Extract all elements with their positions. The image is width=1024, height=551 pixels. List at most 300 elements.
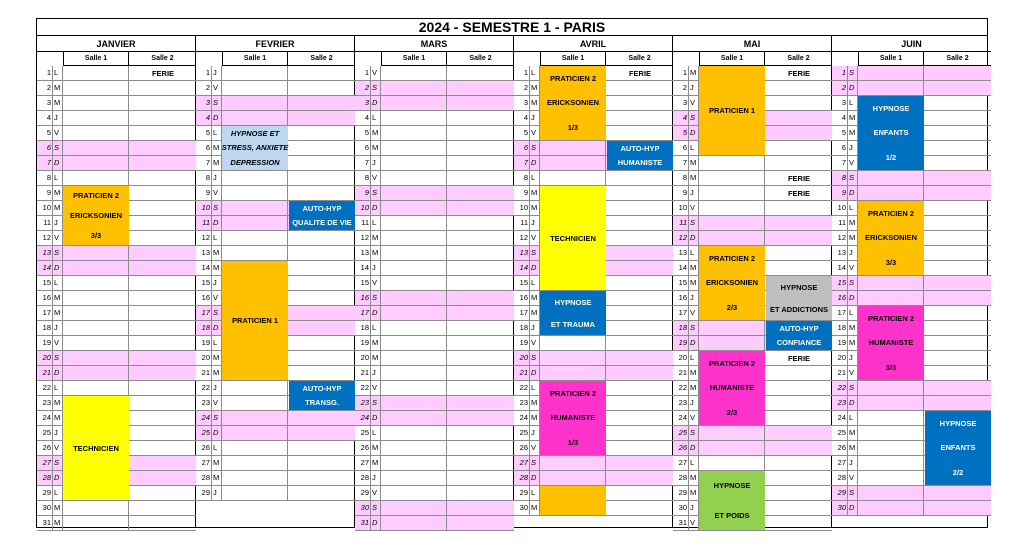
room2-cell bbox=[129, 486, 196, 501]
room2-cell bbox=[129, 381, 196, 396]
day-row bbox=[196, 441, 355, 456]
day-of-week: V bbox=[212, 186, 222, 201]
event-label: ERICKSONIEN bbox=[864, 233, 918, 243]
day-number: 18 bbox=[832, 321, 848, 336]
day-number: 28 bbox=[673, 471, 689, 486]
day-of-week: L bbox=[212, 231, 222, 246]
day-of-week: M bbox=[848, 441, 858, 456]
day-of-week: L bbox=[212, 336, 222, 351]
day-of-week: M bbox=[530, 501, 540, 516]
room1-cell bbox=[381, 411, 447, 426]
day-of-week: M bbox=[53, 516, 63, 531]
day-number: 28 bbox=[37, 471, 53, 486]
day-number: 10 bbox=[832, 201, 848, 216]
day-row bbox=[37, 291, 196, 306]
day-number: 3 bbox=[514, 96, 530, 111]
day-of-week: L bbox=[53, 486, 63, 501]
day-number: 19 bbox=[832, 336, 848, 351]
day-of-week: D bbox=[53, 261, 63, 276]
room2-cell bbox=[606, 486, 673, 501]
event-label: PRATICIEN 2 bbox=[549, 73, 597, 83]
day-number: 26 bbox=[37, 441, 53, 456]
room1-cell bbox=[381, 66, 447, 81]
event-label: HYPNOSE bbox=[939, 418, 977, 428]
month-name: JANVIER bbox=[37, 36, 195, 52]
day-number: 9 bbox=[196, 186, 212, 201]
day-of-week: D bbox=[530, 471, 540, 486]
event-label: PRATICIEN 2 bbox=[867, 313, 915, 323]
day-row bbox=[832, 381, 991, 396]
room1-cell bbox=[381, 381, 447, 396]
day-number: 11 bbox=[514, 216, 530, 231]
month-name: FEVRIER bbox=[196, 36, 354, 52]
day-number: 3 bbox=[673, 96, 689, 111]
day-of-week: M bbox=[530, 396, 540, 411]
room2-cell bbox=[288, 486, 355, 501]
room2-cell bbox=[924, 396, 991, 411]
day-of-week: D bbox=[848, 186, 858, 201]
day-of-week: V bbox=[530, 336, 540, 351]
room1-cell bbox=[699, 441, 765, 456]
day-number: 4 bbox=[673, 111, 689, 126]
room2-cell bbox=[606, 411, 673, 426]
day-of-week: L bbox=[848, 411, 858, 426]
room1-cell bbox=[699, 216, 765, 231]
room2-cell bbox=[924, 66, 991, 81]
room1-cell bbox=[222, 201, 288, 216]
day-row bbox=[355, 216, 514, 231]
room2-cell bbox=[606, 426, 673, 441]
day-of-week: D bbox=[212, 216, 222, 231]
day-of-week: D bbox=[53, 471, 63, 486]
room2-cell bbox=[447, 321, 514, 336]
room2-cell bbox=[288, 471, 355, 486]
day-number: 21 bbox=[355, 366, 371, 381]
event-label: HYPNOSE bbox=[554, 297, 592, 307]
room1-cell bbox=[540, 456, 606, 471]
day-of-week: S bbox=[530, 246, 540, 261]
room1-cell bbox=[381, 321, 447, 336]
room2-cell bbox=[288, 351, 355, 366]
room2-cell bbox=[924, 81, 991, 96]
room2-cell bbox=[288, 261, 355, 276]
month-janvier bbox=[37, 36, 196, 528]
event-label: HYPNOSE ET bbox=[230, 128, 280, 138]
day-of-week: M bbox=[530, 96, 540, 111]
room1-cell bbox=[381, 81, 447, 96]
room2-cell bbox=[606, 81, 673, 96]
room1-cell bbox=[858, 276, 924, 291]
day-of-week: L bbox=[371, 321, 381, 336]
room1-cell bbox=[381, 456, 447, 471]
room2-cell bbox=[447, 351, 514, 366]
event-label: FERIE bbox=[787, 68, 811, 78]
day-of-week: J bbox=[689, 186, 699, 201]
day-row bbox=[355, 81, 514, 96]
day-number: 15 bbox=[832, 276, 848, 291]
day-number: 31 bbox=[673, 516, 689, 531]
day-of-week: M bbox=[848, 321, 858, 336]
day-number: 5 bbox=[832, 126, 848, 141]
day-of-week: J bbox=[848, 246, 858, 261]
room2-cell bbox=[288, 411, 355, 426]
room1-cell bbox=[699, 336, 765, 351]
event-block bbox=[289, 381, 355, 410]
day-row bbox=[355, 351, 514, 366]
room2-cell bbox=[606, 186, 673, 201]
day-of-week: M bbox=[371, 126, 381, 141]
room2-cell bbox=[288, 66, 355, 81]
room2-cell bbox=[447, 426, 514, 441]
room2-cell bbox=[447, 411, 514, 426]
room2-cell bbox=[447, 111, 514, 126]
day-of-week: M bbox=[689, 156, 699, 171]
event-label: FERIE bbox=[628, 68, 652, 78]
event-block bbox=[63, 186, 129, 245]
room2-cell bbox=[288, 306, 355, 321]
day-number: 28 bbox=[832, 471, 848, 486]
day-row bbox=[832, 171, 991, 186]
day-number: 12 bbox=[196, 231, 212, 246]
event-block bbox=[540, 66, 606, 140]
day-of-week: D bbox=[848, 396, 858, 411]
day-of-week: S bbox=[530, 456, 540, 471]
room2-cell bbox=[447, 501, 514, 516]
day-number: 2 bbox=[673, 81, 689, 96]
day-number: 3 bbox=[37, 96, 53, 111]
room1-cell bbox=[699, 171, 765, 186]
room1-cell bbox=[699, 156, 765, 171]
day-number: 6 bbox=[673, 141, 689, 156]
room2-cell bbox=[288, 156, 355, 171]
event-block bbox=[858, 201, 924, 275]
day-number: 28 bbox=[196, 471, 212, 486]
day-of-week: D bbox=[53, 156, 63, 171]
day-row bbox=[355, 471, 514, 486]
room1-cell bbox=[63, 381, 129, 396]
day-row bbox=[196, 426, 355, 441]
room-header-1: Salle 1 bbox=[540, 52, 606, 66]
day-number: 1 bbox=[673, 66, 689, 81]
day-row bbox=[355, 261, 514, 276]
room2-cell bbox=[288, 321, 355, 336]
day-of-week: V bbox=[689, 201, 699, 216]
room2-cell bbox=[129, 246, 196, 261]
room2-cell bbox=[447, 396, 514, 411]
day-number: 28 bbox=[355, 471, 371, 486]
room1-cell bbox=[381, 171, 447, 186]
day-number: 16 bbox=[832, 291, 848, 306]
month-name: MAI bbox=[673, 36, 831, 52]
room2-cell bbox=[765, 411, 832, 426]
day-number: 29 bbox=[832, 486, 848, 501]
day-number: 17 bbox=[355, 306, 371, 321]
day-number: 7 bbox=[196, 156, 212, 171]
room2-cell bbox=[924, 246, 991, 261]
room1-cell bbox=[858, 171, 924, 186]
day-number: 14 bbox=[514, 261, 530, 276]
day-row bbox=[832, 276, 991, 291]
day-row bbox=[355, 156, 514, 171]
event-block bbox=[63, 396, 129, 500]
day-row bbox=[355, 126, 514, 141]
day-of-week: M bbox=[530, 411, 540, 426]
day-of-week: M bbox=[212, 351, 222, 366]
day-of-week: V bbox=[371, 66, 381, 81]
room2-cell bbox=[447, 156, 514, 171]
event-label: CONFIANCE bbox=[776, 338, 822, 348]
day-of-week: M bbox=[530, 291, 540, 306]
day-row bbox=[832, 186, 991, 201]
room1-cell bbox=[858, 456, 924, 471]
day-of-week: D bbox=[848, 501, 858, 516]
day-of-week: L bbox=[689, 456, 699, 471]
day-of-week: J bbox=[689, 396, 699, 411]
day-of-week: L bbox=[212, 441, 222, 456]
day-of-week: V bbox=[212, 291, 222, 306]
day-of-week: M bbox=[530, 186, 540, 201]
room2-cell bbox=[606, 111, 673, 126]
day-number: 9 bbox=[673, 186, 689, 201]
room2-cell bbox=[924, 381, 991, 396]
day-of-week: J bbox=[848, 456, 858, 471]
room1-cell bbox=[63, 171, 129, 186]
room2-cell bbox=[447, 366, 514, 381]
day-row bbox=[355, 231, 514, 246]
day-of-week: J bbox=[371, 156, 381, 171]
day-row bbox=[355, 276, 514, 291]
day-row bbox=[832, 291, 991, 306]
room2-cell bbox=[765, 141, 832, 156]
room2-cell bbox=[129, 141, 196, 156]
room1-cell bbox=[63, 516, 129, 531]
room1-cell bbox=[381, 246, 447, 261]
room2-cell bbox=[606, 246, 673, 261]
event-label: PRATICIEN 2 bbox=[867, 208, 915, 218]
day-of-week: M bbox=[212, 246, 222, 261]
day-of-week: M bbox=[53, 306, 63, 321]
day-number: 23 bbox=[514, 396, 530, 411]
day-number: 16 bbox=[514, 291, 530, 306]
day-of-week: S bbox=[848, 171, 858, 186]
day-of-week: L bbox=[689, 141, 699, 156]
room2-cell bbox=[447, 96, 514, 111]
day-of-week: S bbox=[530, 351, 540, 366]
day-number: 25 bbox=[832, 426, 848, 441]
day-number: 11 bbox=[673, 216, 689, 231]
room2-cell bbox=[606, 456, 673, 471]
day-number: 28 bbox=[514, 471, 530, 486]
room1-cell bbox=[381, 306, 447, 321]
room2-cell bbox=[288, 276, 355, 291]
day-number: 20 bbox=[37, 351, 53, 366]
day-of-week: J bbox=[371, 261, 381, 276]
day-of-week: J bbox=[212, 171, 222, 186]
room1-cell bbox=[222, 396, 288, 411]
room2-cell bbox=[924, 96, 991, 111]
event-label: QUALITE DE VIE bbox=[292, 218, 352, 228]
room2-cell bbox=[606, 96, 673, 111]
room2-cell bbox=[129, 471, 196, 486]
room1-cell bbox=[63, 276, 129, 291]
day-number: 13 bbox=[673, 246, 689, 261]
day-number: 8 bbox=[196, 171, 212, 186]
room1-cell bbox=[63, 111, 129, 126]
day-number: 3 bbox=[832, 96, 848, 111]
room2-cell bbox=[129, 441, 196, 456]
room1-cell bbox=[381, 261, 447, 276]
event-block bbox=[222, 261, 288, 380]
day-of-week: J bbox=[53, 216, 63, 231]
day-number: 6 bbox=[355, 141, 371, 156]
day-of-week: V bbox=[848, 261, 858, 276]
day-row bbox=[355, 141, 514, 156]
day-number: 12 bbox=[355, 231, 371, 246]
day-number: 17 bbox=[196, 306, 212, 321]
day-of-week: J bbox=[848, 351, 858, 366]
day-number: 15 bbox=[37, 276, 53, 291]
room1-cell bbox=[699, 321, 765, 336]
room1-cell bbox=[222, 66, 288, 81]
event-label: ERICKSONIEN bbox=[705, 278, 759, 288]
day-number: 3 bbox=[355, 96, 371, 111]
room2-cell bbox=[447, 471, 514, 486]
day-number: 27 bbox=[355, 456, 371, 471]
room2-cell bbox=[606, 396, 673, 411]
day-of-week: S bbox=[530, 141, 540, 156]
day-row bbox=[196, 186, 355, 201]
room1-cell bbox=[381, 396, 447, 411]
room2-cell bbox=[129, 411, 196, 426]
room1-cell bbox=[381, 96, 447, 111]
day-of-week: S bbox=[848, 486, 858, 501]
event-label: 3/3 bbox=[90, 230, 102, 240]
event-block bbox=[699, 471, 765, 530]
day-number: 5 bbox=[355, 126, 371, 141]
day-of-week: V bbox=[689, 306, 699, 321]
page-title: 2024 - SEMESTRE 1 - PARIS bbox=[37, 19, 987, 36]
event-label: HUMANISTE bbox=[868, 338, 914, 348]
room2-cell bbox=[765, 96, 832, 111]
day-row bbox=[37, 141, 196, 156]
room2-cell bbox=[924, 486, 991, 501]
day-of-week: M bbox=[53, 81, 63, 96]
day-row bbox=[355, 441, 514, 456]
room-header-1: Salle 1 bbox=[858, 52, 924, 66]
event-block bbox=[607, 66, 673, 80]
room-header-2: Salle 2 bbox=[447, 52, 514, 66]
day-number: 22 bbox=[355, 381, 371, 396]
event-label: HUMANISTE bbox=[709, 383, 755, 393]
day-row bbox=[832, 486, 991, 501]
day-of-week: M bbox=[530, 81, 540, 96]
room1-cell bbox=[540, 351, 606, 366]
room2-cell bbox=[129, 186, 196, 201]
event-block bbox=[699, 246, 765, 320]
room2-cell bbox=[288, 456, 355, 471]
day-of-week: L bbox=[530, 486, 540, 501]
room2-cell bbox=[765, 471, 832, 486]
room2-cell bbox=[606, 381, 673, 396]
room1-cell bbox=[222, 81, 288, 96]
room2-cell bbox=[288, 81, 355, 96]
day-number: 21 bbox=[514, 366, 530, 381]
day-row bbox=[37, 276, 196, 291]
event-block bbox=[540, 381, 606, 455]
day-number: 9 bbox=[37, 186, 53, 201]
room2-cell bbox=[288, 366, 355, 381]
day-row bbox=[37, 321, 196, 336]
room1-cell bbox=[63, 306, 129, 321]
day-row bbox=[196, 231, 355, 246]
day-number: 24 bbox=[196, 411, 212, 426]
day-number: 22 bbox=[37, 381, 53, 396]
day-number: 16 bbox=[673, 291, 689, 306]
room2-cell bbox=[765, 456, 832, 471]
day-of-week: S bbox=[371, 396, 381, 411]
room1-cell bbox=[699, 456, 765, 471]
day-number: 27 bbox=[196, 456, 212, 471]
day-of-week: M bbox=[53, 201, 63, 216]
day-of-week: J bbox=[212, 381, 222, 396]
room2-cell bbox=[924, 171, 991, 186]
event-block bbox=[766, 351, 832, 365]
day-of-week: S bbox=[212, 306, 222, 321]
day-number: 31 bbox=[37, 516, 53, 531]
day-of-week: D bbox=[212, 111, 222, 126]
day-number: 13 bbox=[196, 246, 212, 261]
event-label: FERIE bbox=[787, 188, 811, 198]
room1-cell bbox=[858, 471, 924, 486]
day-number: 19 bbox=[37, 336, 53, 351]
event-block bbox=[925, 411, 991, 485]
room1-cell bbox=[63, 156, 129, 171]
event-label: HUMANISTE bbox=[550, 413, 596, 423]
day-number: 4 bbox=[196, 111, 212, 126]
room1-cell bbox=[222, 411, 288, 426]
day-number: 23 bbox=[196, 396, 212, 411]
room1-cell bbox=[540, 336, 606, 351]
room1-cell bbox=[381, 441, 447, 456]
event-label: ET TRAUMA bbox=[550, 319, 596, 329]
day-number: 31 bbox=[355, 516, 371, 531]
day-row bbox=[514, 336, 673, 351]
day-of-week: M bbox=[53, 411, 63, 426]
day-of-week: M bbox=[689, 471, 699, 486]
event-block bbox=[766, 66, 832, 80]
day-of-week: M bbox=[848, 336, 858, 351]
day-number: 27 bbox=[514, 456, 530, 471]
room2-cell bbox=[447, 201, 514, 216]
day-number: 13 bbox=[37, 246, 53, 261]
room2-cell bbox=[129, 426, 196, 441]
day-row bbox=[832, 501, 991, 516]
room1-cell bbox=[63, 366, 129, 381]
day-number: 5 bbox=[37, 126, 53, 141]
day-number: 1 bbox=[514, 66, 530, 81]
room1-cell bbox=[381, 276, 447, 291]
day-of-week: S bbox=[371, 291, 381, 306]
event-label: ERICKSONIEN bbox=[546, 98, 600, 108]
event-label: TECHNICIEN bbox=[73, 443, 119, 453]
day-of-week: S bbox=[371, 81, 381, 96]
day-number: 6 bbox=[37, 141, 53, 156]
day-of-week: M bbox=[371, 456, 381, 471]
event-label: ENFANTS bbox=[940, 443, 976, 453]
month-name: MARS bbox=[355, 36, 513, 52]
day-of-week: M bbox=[689, 381, 699, 396]
day-of-week: L bbox=[212, 126, 222, 141]
